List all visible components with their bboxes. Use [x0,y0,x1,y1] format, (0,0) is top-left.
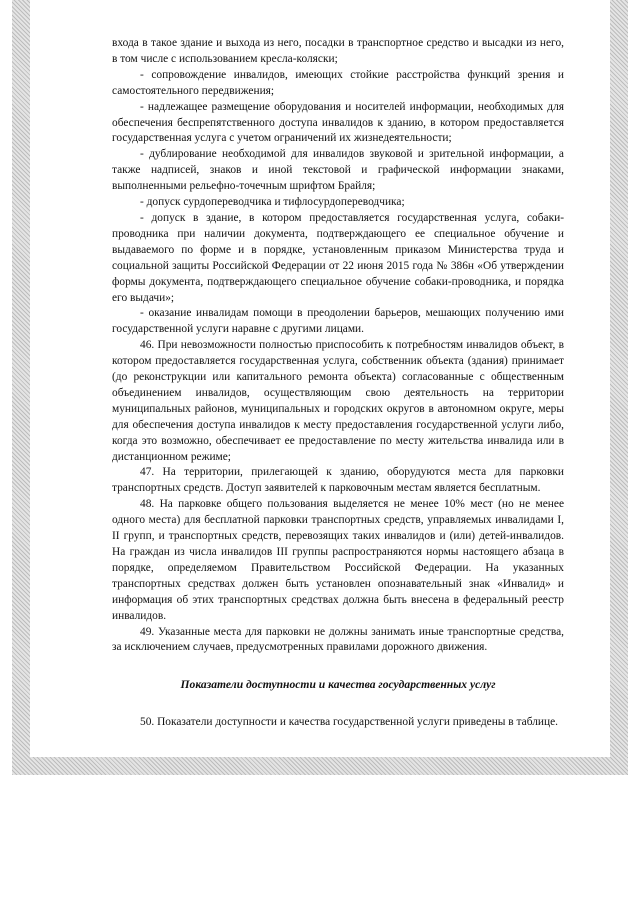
paragraph: - оказание инвалидам помощи в преодолении барьеров, мешающих получению ими государственной услуги наравне с другими лицами. [112,307,564,336]
section-heading: Показатели доступности и качества государственных услуг [180,678,496,692]
paragraph: - дублирование необходимой для инвалидов звуковой и зрительной информации, а также надписей, знаков и иной текстовой и графической информации знаками, выполненными рельефно-точечным шрифтом Брайля; [112,148,564,193]
paragraph: - сопровождение инвалидов, имеющих стойкие расстройства функций зрения и самостоятельного передвижения; [112,68,564,97]
scan-border-right [610,0,628,775]
paragraph: входа в такое здание и выхода из него, посадки в транспортное средство и высадки из него, в том числе с использованием кресла-коляски; [112,37,564,65]
paragraph-48: 48. На парковке общего пользования выделяется не менее 10% мест (но не менее одного места) для бесплатной парковки транспортных средств, управляемых инвалидами I, II групп, и транспортных средств, перевозящих таких инвалидов и (или) детей-инвалидов. На граждан из числа инвалидов III группы распространяются нормы настоящего абзаца в порядке, определяемом Правительством Российской Федерации. На указанных транспортных средствах должен быть установлен опознавательный знак «Инвалид» и информация об этих транспортных средствах должна быть внесена в федеральный реестр инвалидов. [112,498,564,622]
paragraph-49: 49. Указанные места для парковки не должны занимать иные транспортные средства, за исключением случаев, предусмотренных правилами дорожного движения. [112,625,564,654]
scan-border-left [12,0,30,775]
paragraph: - допуск сурдопереводчика и тифлосурдопереводчика; [140,196,405,209]
scan-border-bottom [12,757,628,775]
paragraph: - допуск в здание, в котором предоставляется государственная услуга, собаки-проводника при наличии документа, подтверждающего ее специальное обучение и выдаваемого по форме и в порядке, установленным приказом Министерства труда и социальной защиты Российской Федерации от 22 июня 2015 года № 386н «Об утверждении формы документа, подтверждающего специальное обучение собаки-проводника, и порядка его выдачи»; [112,211,564,304]
paragraph: - надлежащее размещение оборудования и носителей информации, необходимых для обеспечения беспрепятственного доступа инвалидов к зданию, в котором предоставляется государственная услуга с учетом ограничений их жизнедеятельности; [112,100,564,145]
paragraph-46: 46. При невозможности полностью приспособить к потребностям инвалидов объект, в котором предоставляется государственная услуга, собственник объекта (здания) принимает (до реконструкции или капитального ремонта объекта) согласованные с общественным объединением инвалидов, осуществляющим свою деятельность на территории муниципальных районов, муниципальных и городских округов в автономном округе, меры для обеспечения доступа инвалидов к месту предоставления государственной услуги либо, когда это возможно, обеспечивает ее предоставление по месту жительства инвалида или в дистанционном режиме; [112,339,564,463]
paragraph-47: 47. На территории, прилегающей к зданию, оборудуются места для парковки транспортных средств. Доступ заявителей к парковочным местам является бесплатным. [112,466,564,495]
document-page [112,36,564,731]
paragraph-50: 50. Показатели доступности и качества государственной услуги приведены в таблице. [140,716,558,729]
